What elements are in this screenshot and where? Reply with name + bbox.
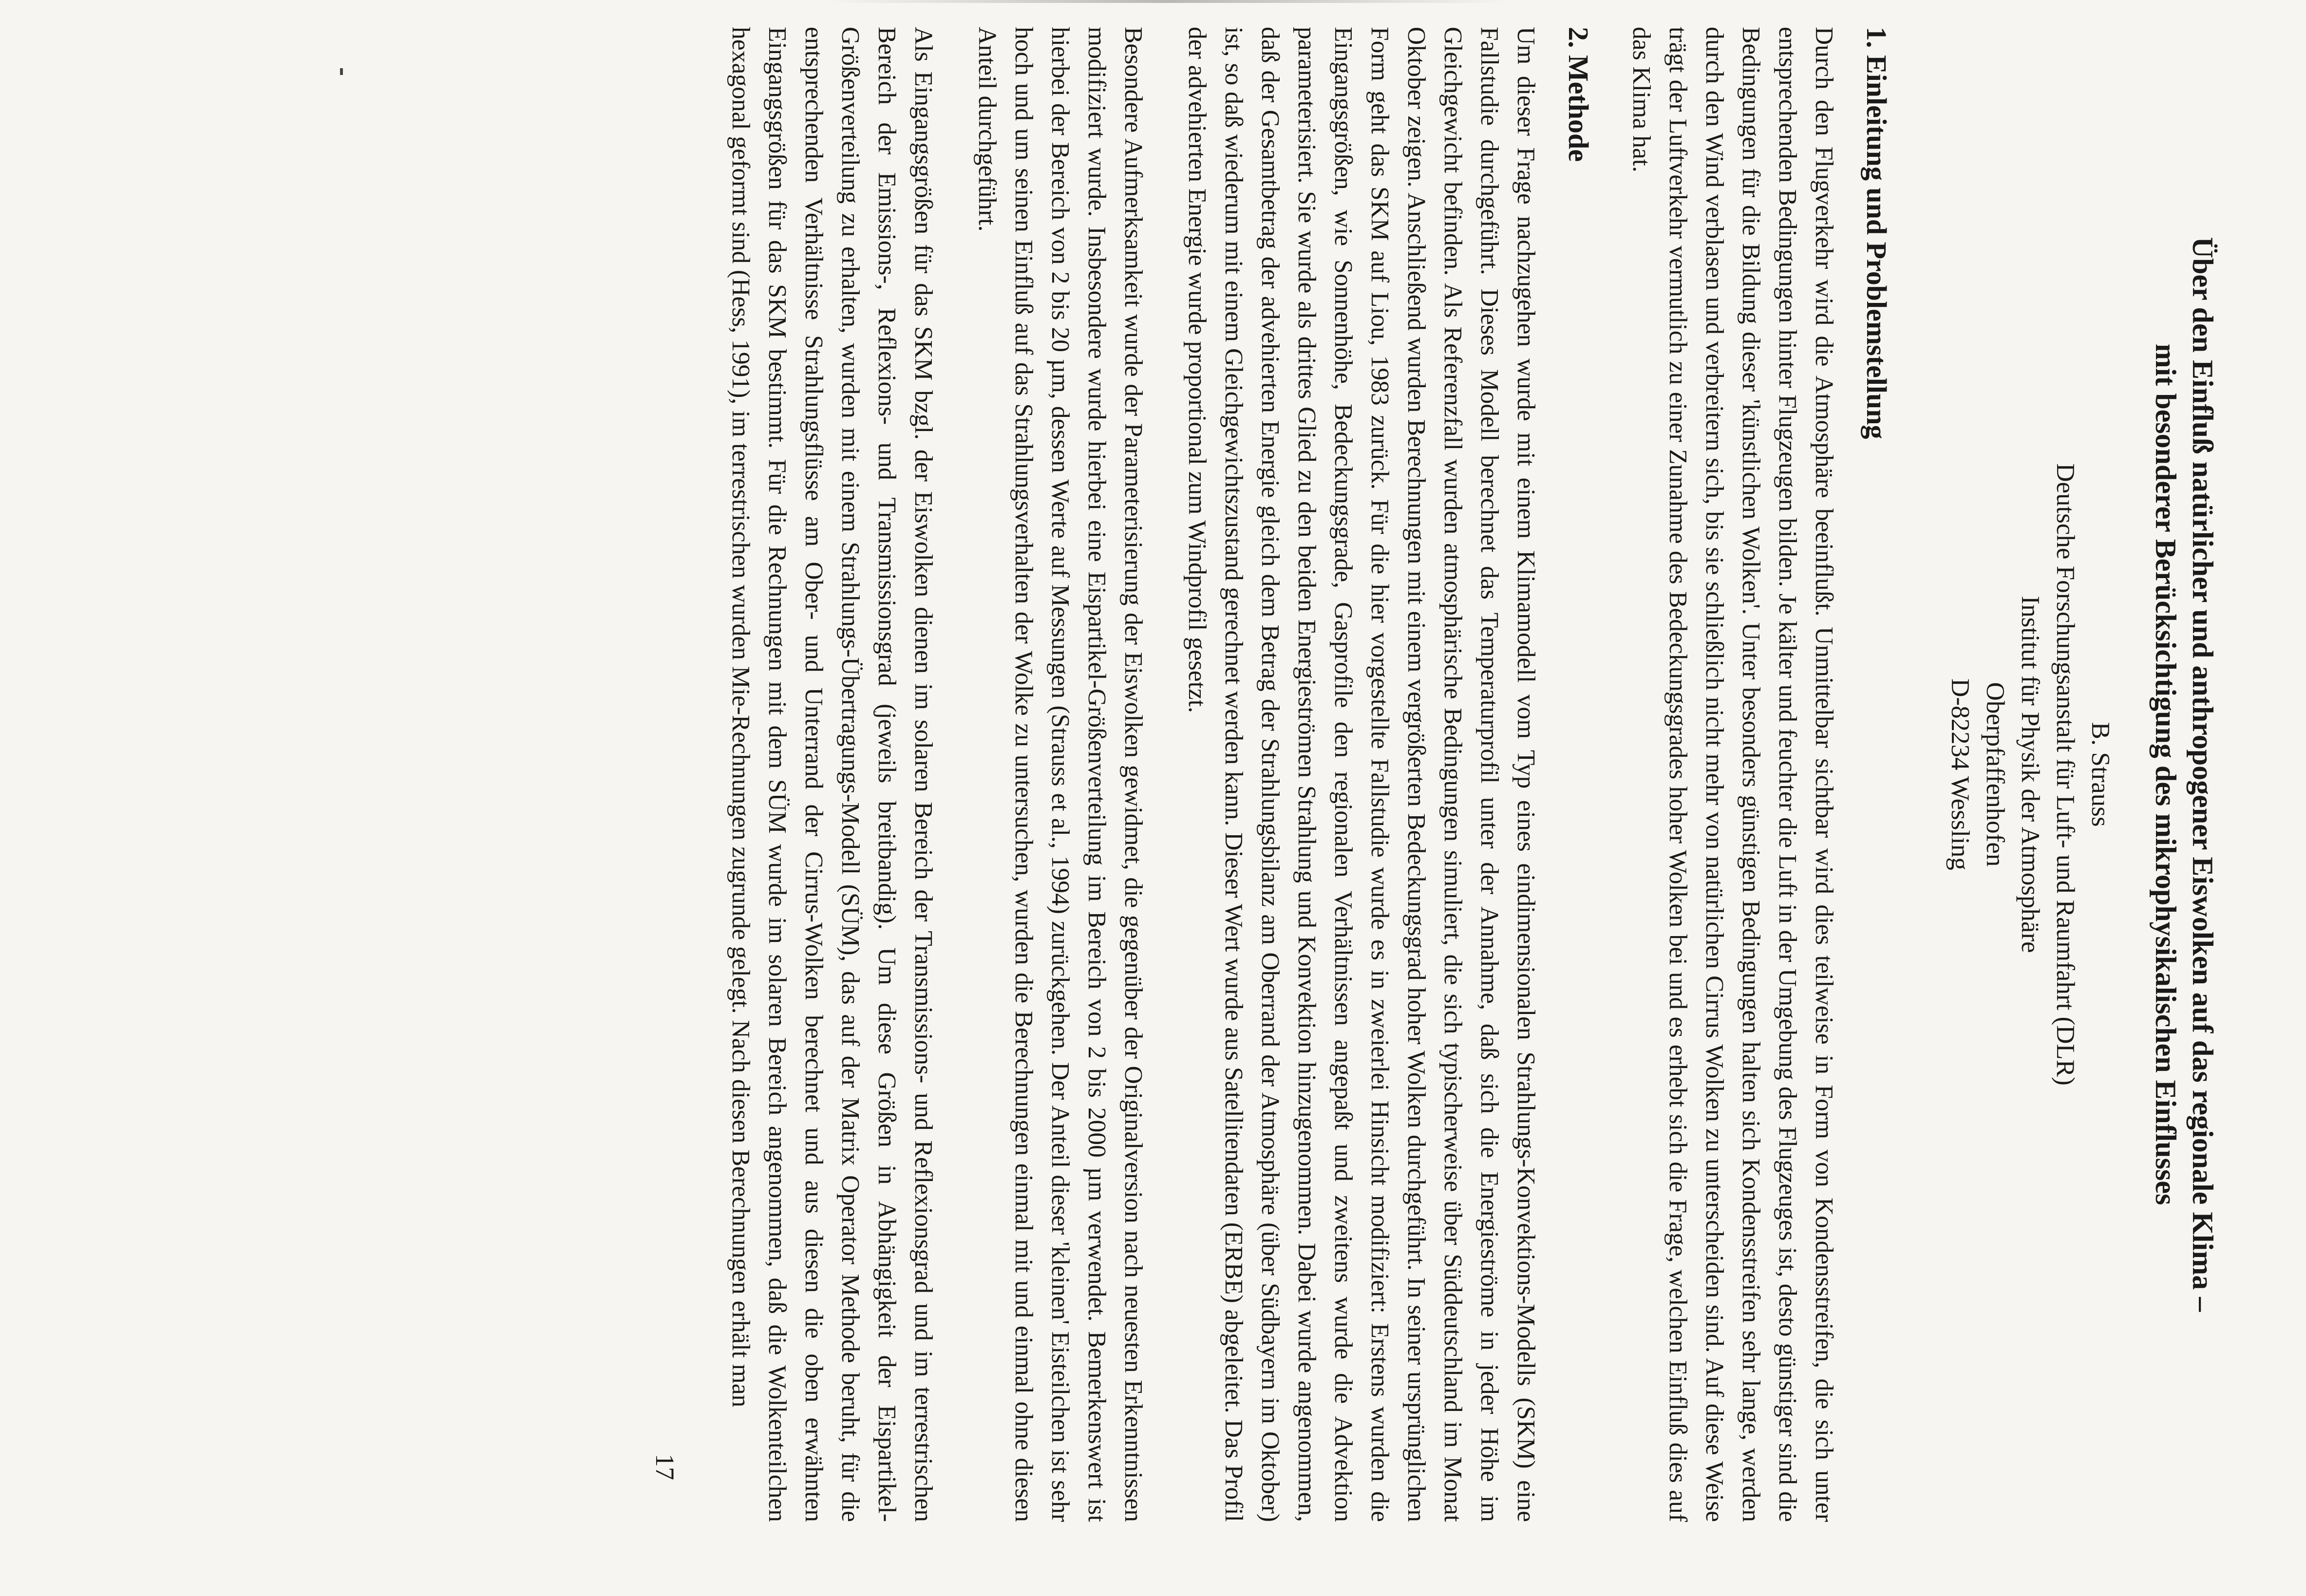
scan-edge-shadow [828,0,1510,3]
title-line-2: mit besonderer Berücksichtigung des mikrophysikalischen Einflusses [2150,343,2182,1205]
section-heading: 1. Einleitung und Problemstellung [1861,27,1892,439]
paragraph: Durch den Flugverkehr wird die Atmosphäre beeinflußt. Unmittelbar sichtbar wird dies teilweise in Form von Kondensstreifen, die sich unter entsprechenden Bedingungen hinter Flugzeugen bilden. Je kälter und feuchter die Luft in der Umgebung des Flugzeuges ist, desto günstiger sind die Bedingungen für die Bildung dieser 'künstlichen Wolken'. Unter besonders günstigen Bedingungen halten sich Kondensstreifen sehr lange, werden durch den Wind verblasen und verbreitern sich, bis sie schließlich nicht mehr von natürlichen Cirrus Wolken zu unterscheiden sind. Auf diese Weise trägt der Luftverkehr vermutlich zu einer Zunahme des Bedeckungsgrades hoher Wolken bei und es erhebt sich die Frage, welchen Einfluß dies auf das Klima hat. [1627,27,1838,1522]
author-block [1943,27,2118,1522]
paragraph: Besondere Aufmerksamkeit wurde der Parameterisierung der Eiswolken gewidmet, die gegenüber der Originalversion nach neuesten Erkenntnissen modifiziert wurde. Insbesondere wurde hierbei eine Eispartikel-Größenverteilung im Bereich von 2 bis 2000 µm verwendet. Bemerkenswert ist hierbei der Bereich von 2 bis 20 µm, dessen Werte auf Messungen (Strauss et al., 1994) zurückgehen. Der Anteil dieser 'kleinen' Eisteilchen ist sehr hoch und um seinen Einfluß auf das Strahlungsverhalten der Wolke zu untersuchen, wurden die Berechnungen einmal mit und einmal ohne diesen Anteil durchgeführt. [973,27,1147,1522]
paragraph: Um dieser Frage nachzugehen wurde mit einem Klimamodell vom Typ eines eindimensionalen Strahlungs-Konvektions-Modells (SKM) eine Fallstudie durchgeführt. Dieses Modell berechnet das Temperaturprofil unter der Annahme, daß sich die Energieströme in jeder Höhe im Gleichgewicht befinden. Als Referenzfall wurden atmosphärische Bedingungen simuliert, die sich typischerweise über Süddeutschland im Monat Oktober zeigen. Anschließend wurden Berechnungen mit einem vergrößerten Bedeckungsgrad hoher Wolken durchgeführt. In seiner ursprünglichen Form geht das SKM auf Liou, 1983 zurück. Für die hier vorgestellte Fallstudie wurde es in zweierlei Hinsicht modifiziert: Erstens wurden die Eingangsgrößen, wie Sonnenhöhe, Bedeckungsgrade, Gasprofile den regionalen Verhältnissen angepaßt und zweitens wurde die Advektion parameterisiert. Sie wurde als drittes Glied zu den beiden Energieströmen Strahlung und Konvektion hinzugenommen. Dabei wurde angenommen, daß der Gesamtbetrag der advehierten Energie gleich dem Betrag der Strahlungsbilanz am Oberrand der Atmosphäre (über Südbayern im Oktober) ist, so daß wiederum mit einem Gleichgewichtszustand gerechnet werden kann. Dieser Wert wurde aus Satellitendaten (ERBE) abgeleitet. Das Profil der advehierten Energie wurde proportional zum Windprofil gesetzt. [1183,27,1540,1522]
author-institute: Institut für Physik der Atmosphäre [2016,596,2044,953]
paper-title [2147,27,2221,1522]
page-number: 17 [650,1454,680,1480]
section-method [722,27,1596,1522]
author-city: D-82234 Wessling [1946,678,1974,870]
section-heading: 2. Methode [1563,27,1594,162]
title-line-1: Über den Einfluß natürlicher und anthropogener Eiswolken auf das regionale Klima – [2187,237,2219,1312]
author-name: B. Strauss [2086,722,2115,827]
author-institution: Deutsche Forschungsanstalt für Luft- und Raumfahrt (DLR) [2051,463,2079,1086]
section-introduction [1623,27,1894,1522]
paper-page [166,27,2221,1522]
author-place: Oberpfaffenhofen [1981,682,2009,867]
paragraph: Als Eingangsgrößen für das SKM bzgl. der Eiswolken dienen im solaren Bereich der Transmissions- und Reflexionsgrad und im terrestrischen Bereich der Emissions-, Reflexions- und Transmissionsgrad (jeweils breitbandig). Um diese Größen in Abhängigkeit der Eispartikel-Größenverteilung zu erhalten, wurden mit einem Strahlungs-Übertragungs-Modell (SÜM), das auf der Matrix Operator Methode beruht, für die entsprechenden Verhältnisse Strahlungsflüsse am Ober- und Unterrand der Cirrus-Wolken berechnet und aus diesen die oben erwähnten Eingangsgrößen für das SKM bestimmt. Für die Rechnungen mit dem SÜM wurde im solaren Bereich angenommen, daß die Wolkenteilchen hexagonal geformt sind (Hess, 1991), im terrestrischen wurden Mie-Rechnungen zugrunde gelegt. Nach diesen Berechnungen erhält man [727,27,937,1522]
